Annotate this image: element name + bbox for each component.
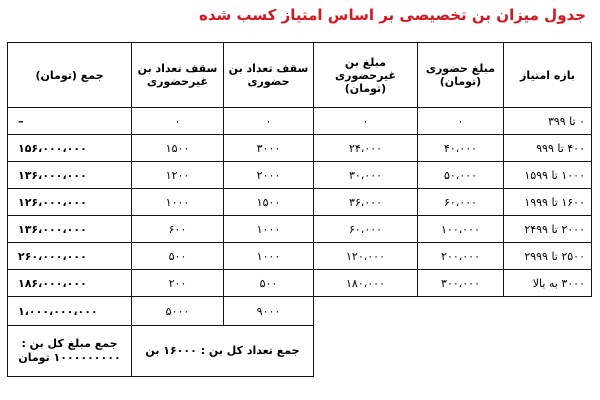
cell-absent: ۶۰،۰۰۰: [314, 216, 418, 243]
cell-absent: ۲۴،۰۰۰: [314, 135, 418, 162]
sum-total: ۱،۰۰۰،۰۰۰،۰۰۰: [8, 297, 132, 326]
total-count-label: جمع تعداد کل بن : ۱۶۰۰۰ بن: [132, 326, 314, 377]
total-amount-label: جمع مبلغ کل بن :: [21, 337, 118, 350]
cell-cap-present: ۵۰۰: [224, 270, 314, 297]
cell-present: ۰: [418, 108, 504, 135]
cell-range: ۳۰۰۰ به بالا: [504, 270, 592, 297]
cell-present: ۱۰۰،۰۰۰: [418, 216, 504, 243]
cell-absent: ۰: [314, 108, 418, 135]
cell-cap-absent: ۵۰۰: [132, 243, 224, 270]
cell-cap-absent: ۱۰۰۰: [132, 189, 224, 216]
header-absent-amount: مبلغ بن غیرحضوری (تومان): [314, 43, 418, 108]
cell-cap-absent: ۶۰۰: [132, 216, 224, 243]
cell-total: ۱۵۶،۰۰۰،۰۰۰: [8, 135, 132, 162]
cell-cap-present: ۲۰۰۰: [224, 162, 314, 189]
cell-cap-absent: ۰: [132, 108, 224, 135]
cell-cap-present: ۱۵۰۰: [224, 189, 314, 216]
header-present-amount: مبلغ حضوری (تومان): [418, 43, 504, 108]
page-title: جدول میزان بن تخصیصی بر اساس امتیاز کسب شده: [199, 6, 586, 24]
grand-total-row: [8, 326, 592, 377]
table-header-row: [8, 43, 592, 108]
cell-range: ۴۰۰ تا ۹۹۹: [504, 135, 592, 162]
table-row: [8, 189, 592, 216]
cell-total: ۲۶۰،۰۰۰،۰۰۰: [8, 243, 132, 270]
cell-cap-present: ۱۰۰۰: [224, 243, 314, 270]
cell-total: –: [8, 108, 132, 135]
cell-range: ۲۵۰۰ تا ۲۹۹۹: [504, 243, 592, 270]
cell-range: ۱۰۰۰ تا ۱۵۹۹: [504, 162, 592, 189]
table-row: [8, 108, 592, 135]
sum-row-blank: [314, 297, 592, 326]
table-row: [8, 162, 592, 189]
table-row: [8, 270, 592, 297]
cell-present: ۲۰۰،۰۰۰: [418, 243, 504, 270]
header-absent-cap: سقف تعداد بن غیرحضوری: [132, 43, 224, 108]
allocation-table: [7, 42, 592, 377]
cell-cap-present: ۳۰۰۰: [224, 135, 314, 162]
table-row: [8, 243, 592, 270]
cell-total: ۱۸۶،۰۰۰،۰۰۰: [8, 270, 132, 297]
header-score-range: بازه امتیاز: [504, 43, 592, 108]
header-total: جمع (تومان): [8, 43, 132, 108]
total-amount-cell: [8, 326, 132, 377]
table-row: [8, 135, 592, 162]
total-amount-value: ۱۰۰۰۰۰۰۰۰۰ تومان: [18, 351, 121, 364]
cell-range: ۱۶۰۰ تا ۱۹۹۹: [504, 189, 592, 216]
cell-absent: ۳۶،۰۰۰: [314, 189, 418, 216]
cell-absent: ۱۲۰،۰۰۰: [314, 243, 418, 270]
cell-total: ۱۳۶،۰۰۰،۰۰۰: [8, 216, 132, 243]
cell-cap-absent: ۱۵۰۰: [132, 135, 224, 162]
sum-row: [8, 297, 592, 326]
cell-range: ۲۰۰۰ تا ۲۴۹۹: [504, 216, 592, 243]
cell-absent: ۳۰،۰۰۰: [314, 162, 418, 189]
cell-absent: ۱۸۰،۰۰۰: [314, 270, 418, 297]
cell-cap-absent: ۲۰۰: [132, 270, 224, 297]
cell-cap-absent: ۱۲۰۰: [132, 162, 224, 189]
cell-present: ۵۰،۰۰۰: [418, 162, 504, 189]
cell-total: ۱۲۶،۰۰۰،۰۰۰: [8, 189, 132, 216]
table-row: [8, 216, 592, 243]
cell-present: ۴۰،۰۰۰: [418, 135, 504, 162]
cell-present: ۶۰،۰۰۰: [418, 189, 504, 216]
cell-cap-present: ۱۰۰۰: [224, 216, 314, 243]
cell-cap-present: ۰: [224, 108, 314, 135]
cell-present: ۳۰۰،۰۰۰: [418, 270, 504, 297]
sum-cap-absent: ۵۰۰۰: [132, 297, 224, 326]
cell-total: ۱۳۶،۰۰۰،۰۰۰: [8, 162, 132, 189]
allocation-table-wrapper: [8, 42, 592, 377]
cell-range: ۰ تا ۳۹۹: [504, 108, 592, 135]
header-present-cap: سقف تعداد بن حضوری: [224, 43, 314, 108]
sum-cap-present: ۹۰۰۰: [224, 297, 314, 326]
grand-total-blank: [314, 326, 592, 377]
